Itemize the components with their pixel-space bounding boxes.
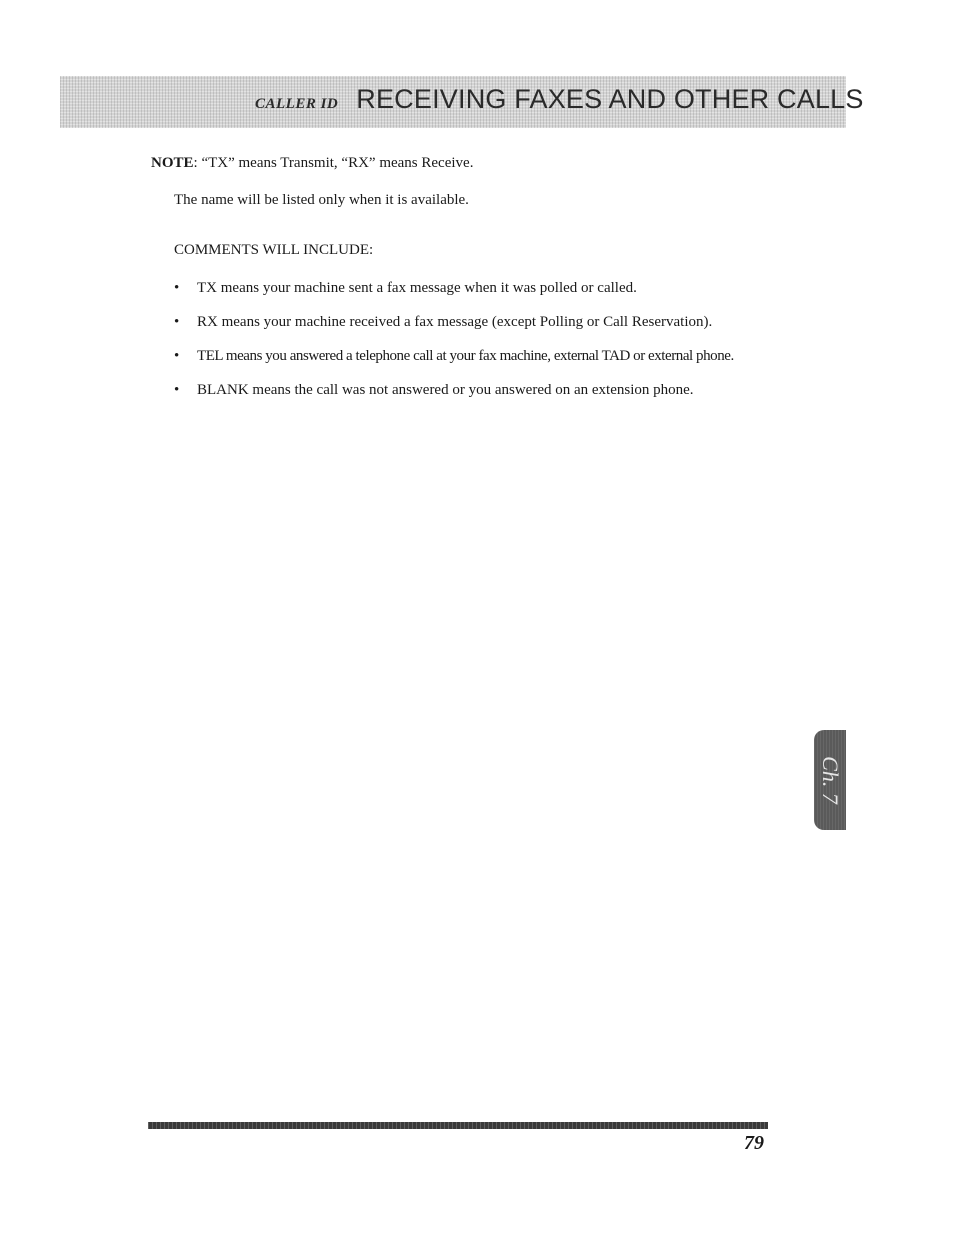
note-label: NOTE	[151, 155, 194, 171]
list-item	[174, 380, 734, 414]
list-item-text: TX means your machine sent a fax message when it was polled or called.	[197, 280, 637, 296]
comments-heading: COMMENTS WILL INCLUDE:	[174, 242, 374, 258]
comments-list	[174, 278, 734, 414]
list-item-text: RX means your machine received a fax message (except Polling or Call Reservation).	[197, 314, 713, 330]
list-item	[174, 278, 734, 312]
intro-paragraph: The name will be listed only when it is available.	[174, 192, 469, 208]
note	[151, 155, 473, 172]
bullet-icon: •	[174, 314, 180, 330]
section-title: RECEIVING FAXES AND OTHER CALLS	[356, 84, 864, 114]
footer-rule	[148, 1122, 768, 1129]
bullet-icon: •	[174, 280, 180, 296]
list-item	[174, 346, 734, 380]
bullet-icon: •	[174, 348, 179, 364]
note-colon: :	[193, 155, 198, 171]
chapter-tab	[814, 730, 846, 830]
running-header	[255, 84, 864, 114]
chapter-tab-label: Ch. 7	[818, 756, 843, 804]
list-item-text: TEL means you answered a telephone call at your fax machine, external TAD or external phone.	[197, 348, 734, 364]
note-text: “TX” means Transmit, “RX” means Receive.	[201, 155, 474, 171]
bullet-icon: •	[174, 382, 180, 398]
list-item-text: BLANK means the call was not answered or you answered on an extension phone.	[197, 382, 694, 398]
page-number: 79	[744, 1132, 764, 1154]
chapter-label: CALLER ID	[255, 96, 339, 112]
list-item	[174, 312, 734, 346]
